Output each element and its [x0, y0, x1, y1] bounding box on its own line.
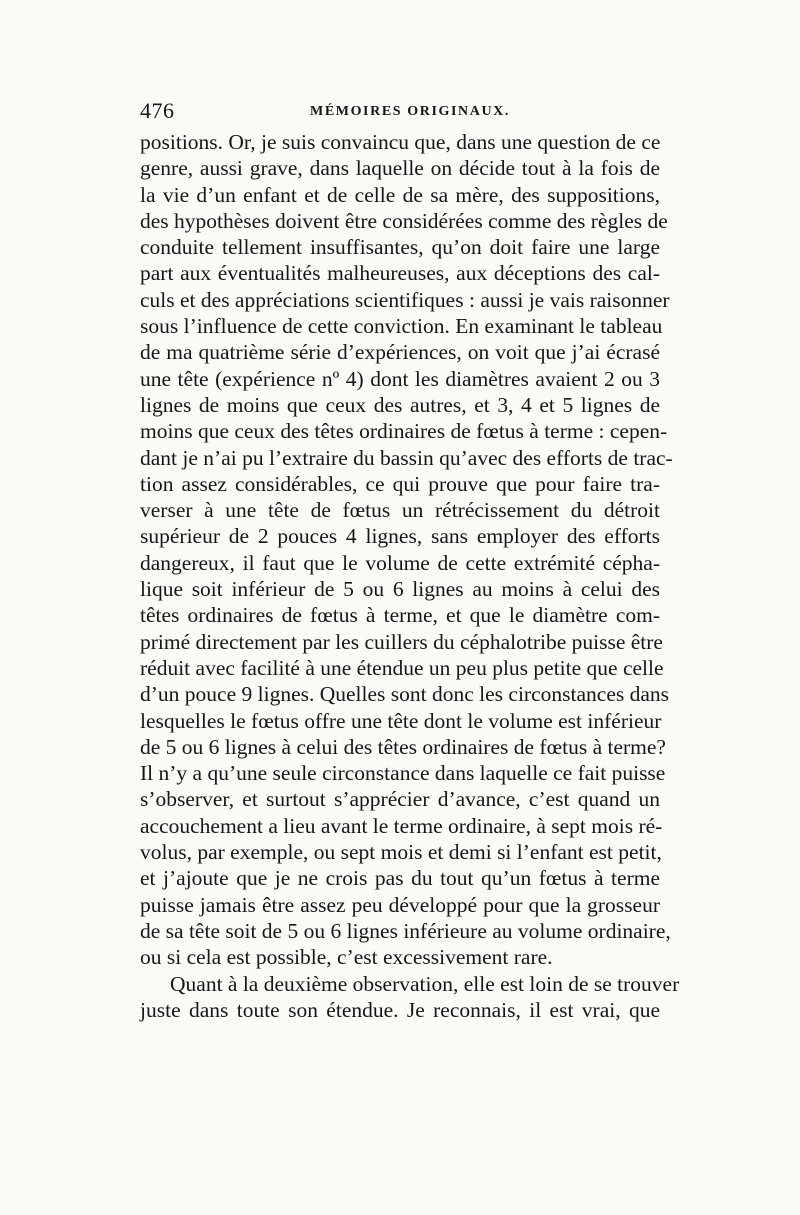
text-line: de sa tête soit de 5 ou 6 lignes inférieure au volume ordinaire,: [140, 918, 671, 943]
text-line: de 5 ou 6 lignes à celui des têtes ordinaires de fœtus à terme?: [140, 734, 666, 759]
text-line: culs et des appréciations scientifiques : aussi je vais raisonner: [140, 287, 670, 312]
text-line: positions. Or, je suis convaincu que, dans une question de ce: [140, 130, 661, 154]
text-line: part aux éventualités malheureuses, aux déceptions des cal-: [140, 261, 660, 286]
text-line: juste dans toute son étendue. Je reconnais, il est vrai, que: [140, 997, 660, 1022]
text-line: lesquelles le fœtus offre une tête dont le volume est inférieur: [140, 708, 662, 733]
text-line: conduite tellement insuffisantes, qu’on doit faire une large: [140, 235, 660, 260]
text-line: têtes ordinaires de fœtus à terme, et que le diamètre com-: [140, 603, 660, 628]
body-text: [140, 129, 680, 1023]
text-line: d’un pouce 9 lignes. Quelles sont donc les circonstances dans: [140, 682, 670, 707]
text-line: supérieur de 2 pouces 4 lignes, sans employer des efforts: [140, 524, 660, 549]
text-line: et j’ajoute que je ne crois pas du tout qu’un fœtus à terme: [140, 866, 660, 891]
text-line: la vie d’un enfant et de celle de sa mère, des suppositions,: [140, 182, 660, 207]
text-line: volus, par exemple, ou sept mois et demi si l’enfant est petit,: [140, 840, 662, 865]
text-line: primé directement par les cuillers du céphalotribe puisse être: [140, 629, 663, 654]
running-head: MÉMOIRES ORIGINAUX.: [310, 104, 510, 119]
text-line: accouchement a lieu avant le terme ordinaire, à sept mois ré-: [140, 813, 663, 838]
text-line: de ma quatrième série d’expériences, on voit que j’ai écrasé: [140, 340, 660, 365]
paragraph-start-line: Quant à la deuxième observation, elle est loin de se trouver: [170, 971, 680, 996]
text-line: dant je n’ai pu l’extraire du bassin qu’avec des efforts de trac-: [140, 445, 673, 470]
text-line: des hypothèses doivent être considérées comme des règles de: [140, 208, 668, 233]
text-line: lique soit inférieur de 5 ou 6 lignes au moins à celui des: [140, 577, 660, 602]
text-line: moins que ceux des têtes ordinaires de fœtus à terme : cepen-: [140, 419, 668, 444]
text-line: réduit avec facilité à une étendue un peu plus petite que celle: [140, 655, 664, 680]
page-number: 476: [140, 98, 175, 123]
page-header: [140, 96, 660, 126]
text-line: s’observer, et surtout s’apprécier d’avance, c’est quand un: [140, 787, 660, 812]
text-line: dangereux, il faut que le volume de cette extrémité cépha-: [140, 550, 660, 575]
text-line: puisse jamais être assez peu développé pour que la grosseur: [140, 892, 660, 917]
paragraph-end-line: ou si cela est possible, c’est excessivement rare.: [140, 945, 553, 970]
text-line: tion assez considérables, ce qui prouve que pour faire tra-: [140, 471, 660, 496]
text-line: lignes de moins que ceux des autres, et 3, 4 et 5 lignes de: [140, 392, 660, 417]
text-line: Il n’y a qu’une seule circonstance dans laquelle ce fait puisse: [140, 761, 666, 786]
text-line: une tête (expérience nº 4) dont les diamètres avaient 2 ou 3: [140, 366, 660, 391]
text-line: sous l’influence de cette conviction. En examinant le tableau: [140, 314, 663, 339]
text-line: genre, aussi grave, dans laquelle on décide tout à la fois de: [140, 156, 660, 181]
text-line: verser à une tête de fœtus un rétrécissement du détroit: [140, 498, 660, 523]
